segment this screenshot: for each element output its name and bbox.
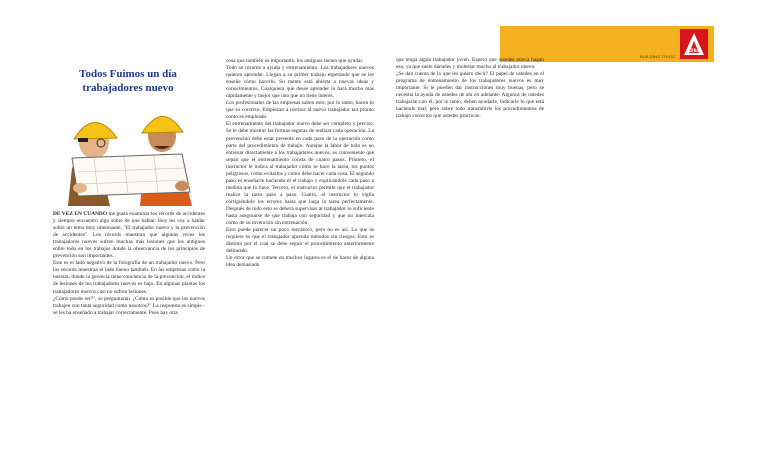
brand-tagline: BUILDING TRUST xyxy=(639,54,676,59)
paragraph: que tenga algún trabajador joven. Espero que ustedes nunca hagan eso, ya que suele dárseles y molestar mucho al trabajador nuevo. xyxy=(396,57,544,71)
lead-in-text: DE VEZ EN CUANDO xyxy=(53,211,108,217)
paragraph: Este es el lado negativo de la fotografía de un trabajador nuevo. Pero los récords muestran el lado bueno también. En las empresas como la nuestra, donde la gerencia tiene conciencia de la prevención, el índice de lesiones de los trabajadores nuevos es bajo. En algunas plantas los trabajadores nuevos casi no sufren lesiones. xyxy=(53,260,205,295)
workers-illustration xyxy=(54,96,202,206)
paragraph: ¿Cómo puede ser?", se preguntarán. ¿Cómo es posible que los nuevos trabajen con tanta seguridad como nosotros?" La respuesta es simple - se les ha enseñado a trabajar correctamente. Pues hay otra xyxy=(53,295,205,316)
paragraph: Los profesionales de las empresas saben esto, por lo tanto, hacen lo que es correcto. Empiezan a instruir al nuevo trabajador tan pronto como es empleado. xyxy=(226,100,374,121)
sika-logo-text: Sika xyxy=(688,48,700,54)
article-column-1 xyxy=(53,211,205,317)
sika-logo-mark-icon xyxy=(680,29,708,59)
article-title-line-1: Todos Fuimos un día xyxy=(79,68,177,80)
article-column-2 xyxy=(226,58,374,269)
paragraph: Esto puede parecer un poco mecánico, pero no es así. Lo que se requiere es que el trabajador aprenda métodos sin riesgos. Esto es distinto por el cual se debe seguir el procedimiento anteriormente delineado. xyxy=(226,227,374,255)
article-title-line-2: trabajadores nuevo xyxy=(82,82,174,94)
paragraph: cosa que también es importante, los antiguos tienen que ayudar. xyxy=(226,58,364,64)
paragraph: DE VEZ EN CUANDO me gusta examinar los récords de accidentes y siempre encuentro algo sobre de que hablar. Hoy les voy a hablar sobre un tema muy interesante, "El trabajador nuevo y la prevención de accidentes". Los récords muestran que algunas veces los trabajadores nuevos sufren muchas más lesiones que los antiguos sobre todo en los trabajos donde la observancia de los principios de prevención son importantes. xyxy=(53,211,205,260)
sika-logo xyxy=(680,29,708,59)
article-title xyxy=(58,67,198,95)
paragraph: Todo se resume a ayuda y entrenamiento. Los trabajadores nuevos quieren aprender. Llegan a su primer trabajo esperando que se les enseñe cómo hacerlo. Su mente está abierta a nuevas ideas y conocimientos. Cualquiera que desee aprender lo hará mucho más rápidamente y mejor que uno que no tiene interés. xyxy=(226,65,374,100)
paragraph: Un error que se comete en muchos lugares es el de hacer de alguna idea demasiado xyxy=(226,255,374,269)
paragraph: ¿Se dan cuenta de lo que les quiero decir? El papel de ustedes en el programa de entrenamiento de los trabajadores nuevos es muy importante. Si le pueden dar instrucciones muy buenas, pero se necesita la ayuda de ustedes de ahí en adelante. Algunos de ustedes trabajarán con él, por lo tanto, deben ayudarle, indicarle lo que está haciendo mal, pero sobre todo transmitirle los procedimientos de trabajo correctos que ustedes practican. xyxy=(396,71,544,120)
article-column-3 xyxy=(396,57,544,120)
paragraph: El entrenamiento del trabajador nuevo debe ser completo y preciso. Se le debe mostrar las formas seguras de realizar cada operación. La prevención debe estar presente en cada paso de la operación como parte del procedimiento de trabajo. Aunque la labor de todo es no entrenar directamente a los trabajadores nuevos, es conveniente que sepan que el entrenamiento consta de cuatro pasos. Primero, el instructor le indica al trabajador cómo se hace la tarea, los puntos peligrosos, cómo evitarlos y cómo debe hacer cada cosa. El segundo paso es enseñarle haciendo él el trabajo y explicándole cada paso a medida que lo hace. Tercero, el instructor permite que el trabajador realice la tarea paso a paso. Cuarto, el instructor lo vigila corrigiéndole los errores hasta que haga la tarea perfectamente. Después de todo esto se deberá supervisar al trabajador lo suficiente hasta asegurarse de que trabaja con seguridad y que no intercala como de su invención sin entrenación. xyxy=(226,121,374,227)
